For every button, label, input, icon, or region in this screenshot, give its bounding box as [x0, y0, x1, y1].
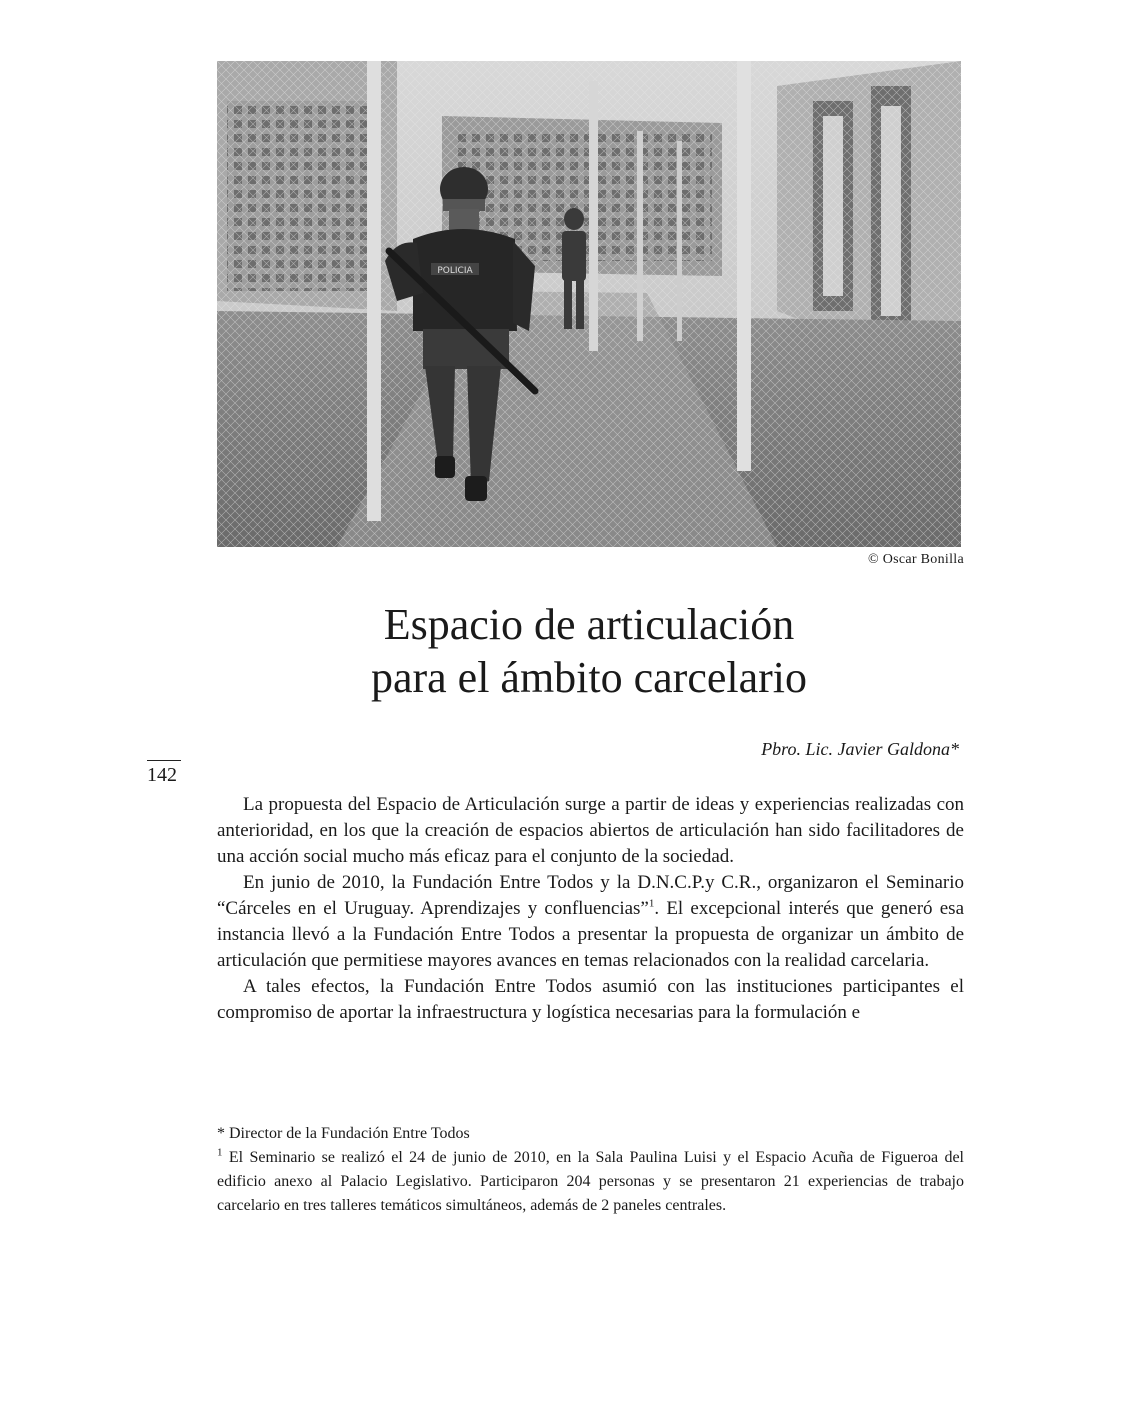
footnote-ref-1: 1 [648, 897, 655, 910]
footnote-1-marker: 1 [217, 1146, 223, 1159]
paragraph-3: A tales efectos, la Fundación Entre Todos asumió con las instituciones participantes el compromiso de aportar la infraestructura y logística necesarias para la formulación e [217, 976, 964, 1023]
paragraph-2-part-2: . El excepcional interés que generó esa instancia llevó a la Fundación Entre Todos a presentar la propuesta de organizar un ámbito de articulación que permitiese mayores avances en temas relacionados con la realidad carcelaria. [217, 898, 964, 971]
paragraph-1: La propuesta del Espacio de Articulación surge a partir de ideas y experiencias realizadas con anterioridad, en los que la creación de espacios abiertos de articulación han sido facilitadores de una acción social mucho más eficaz para el conjunto de la sociedad. [217, 794, 964, 867]
author-byline: Pbro. Lic. Javier Galdona* [761, 739, 959, 759]
footnote-1-text: El Seminario se realizó el 24 de junio de 2010, en la Sala Paulina Luisi y el Espacio Acuña de Figueroa del edificio anexo al Palacio Legislativo. Participaron 204 personas y se presentaron 21 experiencias de trabajo carcelario en tres talleres temáticos simultáneos, además de 2 paneles centrales. [217, 1149, 964, 1214]
footnotes [217, 1122, 964, 1218]
footnote-1 [217, 1146, 964, 1218]
vest-lettering: POLICIA [437, 266, 473, 276]
footnote-star: * Director de la Fundación Entre Todos [217, 1125, 470, 1142]
paragraph-2 [217, 870, 964, 974]
prison-yard-illustration [217, 61, 961, 547]
page-number-rule [147, 760, 181, 761]
title-line-2: para el ámbito carcelario [370, 653, 808, 702]
body-text [217, 792, 964, 1026]
photo-credit: © Oscar Bonilla [867, 552, 964, 567]
page-title [217, 598, 961, 704]
page-number: 142 [147, 764, 177, 786]
prison-photo [217, 61, 961, 547]
title-line-1: Espacio de articulación [383, 600, 795, 649]
paragraph-2-part-1: En junio de 2010, la Fundación Entre Todos y la D.N.C.P.y C.R., organizaron el Seminario “Cárceles en el Uruguay. Aprendizajes y confluencias” [217, 872, 964, 919]
